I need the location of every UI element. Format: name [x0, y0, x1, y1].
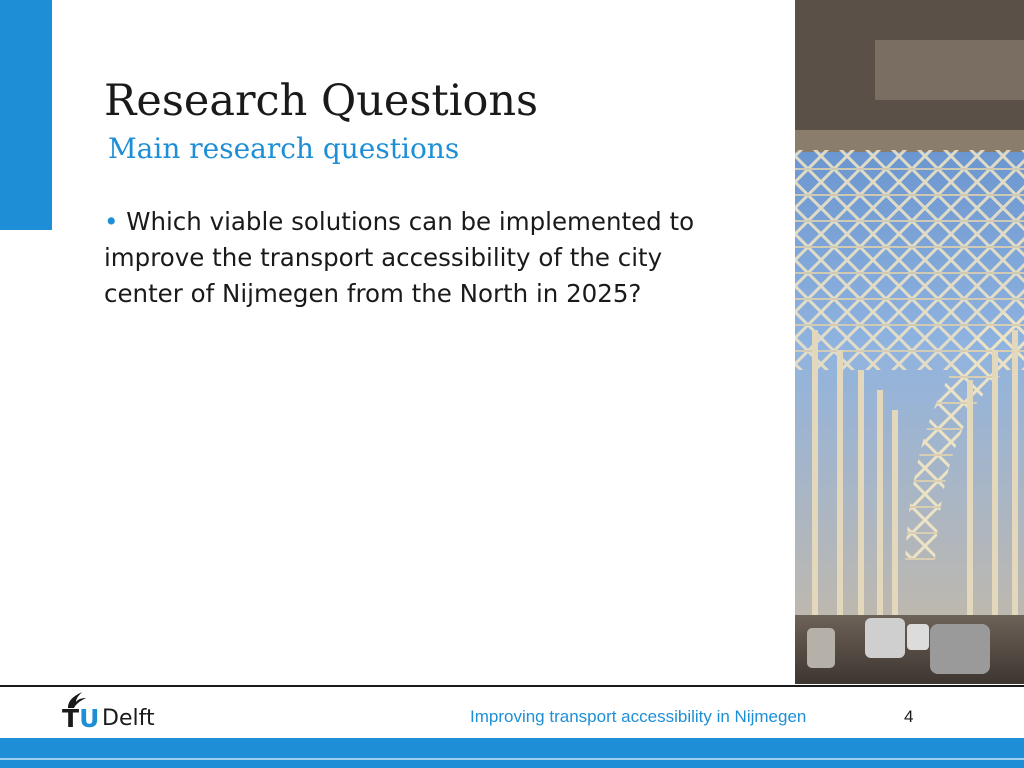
logo-tu-u: U — [79, 704, 100, 733]
slide-title: Research Questions — [104, 76, 539, 126]
bullet-marker: • — [104, 207, 119, 236]
bullet-item — [104, 204, 744, 312]
bridge-photo — [795, 0, 1024, 684]
logo-tu-t: T — [62, 704, 80, 733]
logo-delft: Delft — [102, 706, 155, 731]
slide-subtitle: Main research questions — [108, 132, 460, 165]
page-number: 4 — [904, 707, 914, 726]
bullet-list — [104, 204, 744, 312]
bullet-text: Which viable solutions can be implemented to improve the transport accessibility of the city center of Nijmegen from the North in 2025? — [104, 207, 695, 308]
accent-bar — [0, 0, 52, 230]
logo-tu — [62, 704, 99, 733]
footer-rule — [0, 685, 1024, 687]
tu-delft-logo — [62, 690, 172, 734]
footer-band-line — [0, 758, 1024, 760]
footer-band — [0, 738, 1024, 768]
footer-text: Improving transport accessibility in Nijmegen — [470, 707, 807, 726]
